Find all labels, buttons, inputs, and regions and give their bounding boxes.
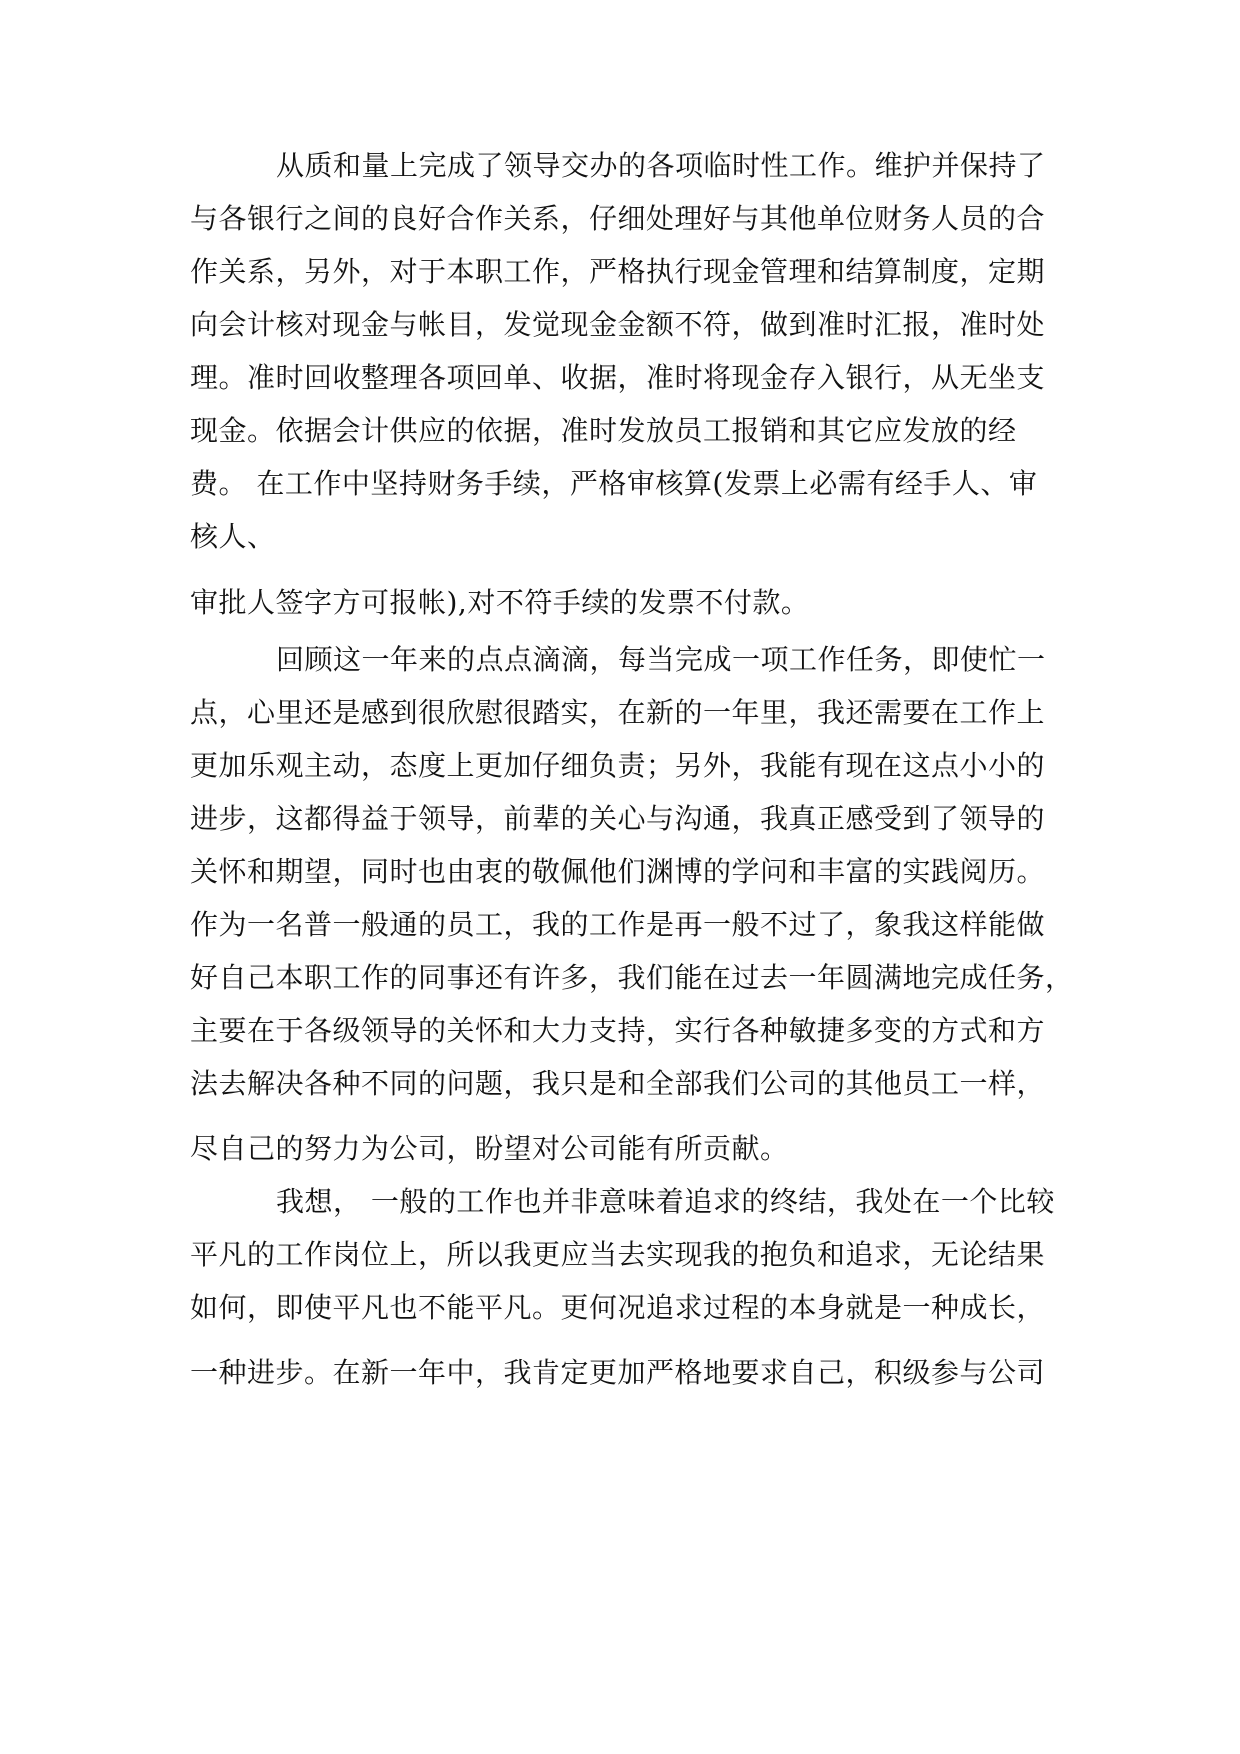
text-line: 好自己本职工作的同事还有许多，我们能在过去一年圆满地完成任务， [190, 961, 1074, 994]
text-line: 一种进步。在新一年中，我肯定更加严格地要求自己，积级参与公司 [190, 1356, 1046, 1389]
text-line: 法去解决各种不同的问题，我只是和全部我们公司的其他员工一样， [190, 1067, 1046, 1100]
text-line: 我想， 一般的工作也并非意味着追求的终结，我处在一个比较 [276, 1185, 1055, 1218]
text-line: 如何，即使平凡也不能平凡。更何况追求过程的本身就是一种成长， [190, 1291, 1046, 1324]
text-line: 审批人签字方可报帐),对不符手续的发票不付款。 [190, 586, 810, 619]
text-line: 向会计核对现金与帐目，发觉现金金额不符，做到准时汇报，准时处 [190, 308, 1046, 341]
text-line: 作为一名普一般通的员工，我的工作是再一般不过了，象我这样能做 [190, 908, 1046, 941]
text-line: 关怀和期望，同时也由衷的敬佩他们渊博的学问和丰富的实践阅历。 [190, 855, 1046, 888]
text-line: 回顾这一年来的点点滴滴，每当完成一项工作任务，即使忙一 [276, 643, 1046, 676]
text-line: 费。 在工作中坚持财务手续，严格审核算(发票上必需有经手人、审 [190, 467, 1038, 500]
text-line: 点，心里还是感到很欣慰很踏实，在新的一年里，我还需要在工作上 [190, 696, 1046, 729]
text-line: 尽自己的努力为公司，盼望对公司能有所贡献。 [190, 1132, 789, 1165]
text-line: 理。准时回收整理各项回单、收据，准时将现金存入银行，从无坐支 [190, 361, 1046, 394]
text-line: 平凡的工作岗位上，所以我更应当去实现我的抱负和追求，无论结果 [190, 1238, 1046, 1271]
text-line: 核人、 [190, 520, 276, 553]
text-line: 进步，这都得益于领导，前辈的关心与沟通，我真正感受到了领导的 [190, 802, 1046, 835]
text-line: 主要在于各级领导的关怀和大力支持，实行各种敏捷多变的方式和方 [190, 1014, 1046, 1047]
text-line: 作关系，另外，对于本职工作，严格执行现金管理和结算制度，定期 [190, 255, 1046, 288]
text-line: 与各银行之间的良好合作关系，仔细处理好与其他单位财务人员的合 [190, 202, 1046, 235]
text-line: 更加乐观主动，态度上更加仔细负责；另外，我能有现在这点小小的 [190, 749, 1046, 782]
text-line: 从质和量上完成了领导交办的各项临时性工作。维护并保持了 [276, 149, 1046, 182]
text-line: 现金。依据会计供应的依据，准时发放员工报销和其它应发放的经 [190, 414, 1017, 447]
